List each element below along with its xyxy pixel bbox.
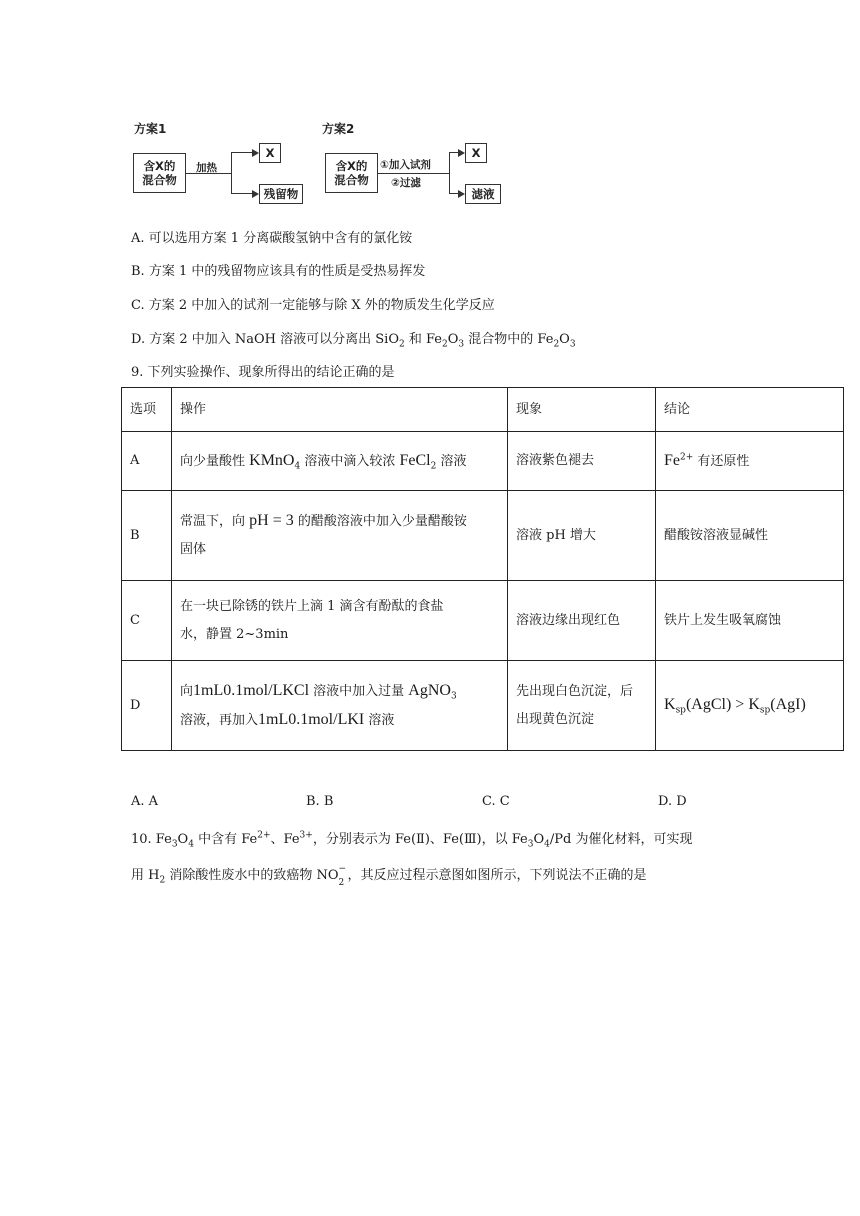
row-conclusion: 醋酸铵溶液显碱性 <box>656 491 844 581</box>
choice-b: B. B <box>306 794 334 809</box>
scheme2-out-x: X <box>465 143 487 163</box>
scheme1-source-line2: 混合物 <box>142 173 177 187</box>
q10-line1: 10. $Fe_3O_4$ 中含有 $Fe^{2+}$、$Fe^{3+}$，分别表示为 Fe(Ⅱ)、Fe(Ⅲ)，以 $Fe_3O_4/Pd$ 为催化材料，可实现 <box>131 830 693 850</box>
row-option: B <box>122 491 172 581</box>
table-row <box>122 491 844 581</box>
scheme1-source-box <box>133 153 186 193</box>
row-operation: 向少量酸性 KMnO$_4$ 溶液中滴入较浓 FeCl$_2$ 溶液 <box>172 432 508 491</box>
scheme1-branch <box>231 152 232 194</box>
scheme2-source-box <box>325 153 378 193</box>
header-option: 选项 <box>122 388 172 432</box>
choice-d: D. D <box>658 794 687 809</box>
scheme1-branch-top <box>231 152 253 153</box>
choice-a: A. A <box>131 794 159 809</box>
row-phenomenon: 溶液边缘出现红色 <box>508 581 656 661</box>
scheme2-arrow-label2: ②过滤 <box>391 177 421 189</box>
row-operation: 向1mL0.1mol/LKCl 溶液中加入过量 AgNO$_3$ 溶液，再加入1mL0.1mol/LKI 溶液 <box>172 661 508 751</box>
q9-table <box>121 387 844 751</box>
choice-c: C. C <box>482 794 510 809</box>
scheme1-source-line1: 含X的 <box>143 159 176 173</box>
arrow-right-icon <box>458 190 465 198</box>
scheme1-arrow-label: 加热 <box>196 162 217 174</box>
scheme2-branch <box>449 152 450 194</box>
row-option: A <box>122 432 172 491</box>
q8-option-d: D. 方案 2 中加入 NaOH 溶液可以分离出 SiO$_2$ 和 $Fe_2O_3$ 混合物中的 $Fe_2O_3$ <box>131 332 576 350</box>
table-header-row <box>122 388 844 432</box>
scheme2-connector <box>378 173 450 174</box>
row-phenomenon: 先出现白色沉淀，后 出现黄色沉淀 <box>508 661 656 751</box>
q8-option-c: C. 方案 2 中加入的试剂一定能够与除 X 外的物质发生化学反应 <box>131 298 495 313</box>
row-conclusion: 铁片上发生吸氧腐蚀 <box>656 581 844 661</box>
row-operation: 在一块已除锈的铁片上滴 1 滴含有酚酞的食盐 水，静置 2~3min <box>172 581 508 661</box>
scheme1-out-x: X <box>259 143 281 163</box>
scheme2-source-line2: 混合物 <box>334 173 369 187</box>
table-row <box>122 661 844 751</box>
row-option: D <box>122 661 172 751</box>
scheme1-title: 方案1 <box>134 122 167 136</box>
q8-option-b: B. 方案 1 中的残留物应该具有的性质是受热易挥发 <box>131 264 426 279</box>
row-phenomenon: 溶液 pH 增大 <box>508 491 656 581</box>
header-phenomenon: 现象 <box>508 388 656 432</box>
scheme2-source-line1: 含X的 <box>335 159 368 173</box>
q10-line2: 用 $H_2$ 消除酸性废水中的致癌物 NO − 2 ，其反应过程示意图如图所示，下列说法不正确的是 <box>131 864 647 888</box>
q8-option-a: A. 可以选用方案 1 分离碳酸氢钠中含有的氯化铵 <box>131 231 413 246</box>
arrow-right-icon <box>252 149 259 157</box>
header-operation: 操作 <box>172 388 508 432</box>
arrow-right-icon <box>458 149 465 157</box>
row-conclusion: $Fe^{2+}$ 有还原性 <box>656 432 844 491</box>
arrow-right-icon <box>252 190 259 198</box>
scheme1-out-residue: 残留物 <box>259 184 303 204</box>
table-row <box>122 432 844 491</box>
table-row <box>122 581 844 661</box>
scheme1-branch-bottom <box>231 193 253 194</box>
scheme2-arrow-label1: ①加入试剂 <box>380 159 431 171</box>
row-operation: 常温下，向 pH = 3 的醋酸溶液中加入少量醋酸铵 固体 <box>172 491 508 581</box>
row-conclusion: $K_{sp}(AgCl) > K_{sp}(AgI)$ <box>656 661 844 751</box>
scheme2-title: 方案2 <box>322 122 355 136</box>
row-phenomenon: 溶液紫色褪去 <box>508 432 656 491</box>
scheme2-out-filtrate: 滤液 <box>465 184 501 204</box>
header-conclusion: 结论 <box>656 388 844 432</box>
q9-stem: 9. 下列实验操作、现象所得出的结论正确的是 <box>131 365 395 380</box>
row-option: C <box>122 581 172 661</box>
